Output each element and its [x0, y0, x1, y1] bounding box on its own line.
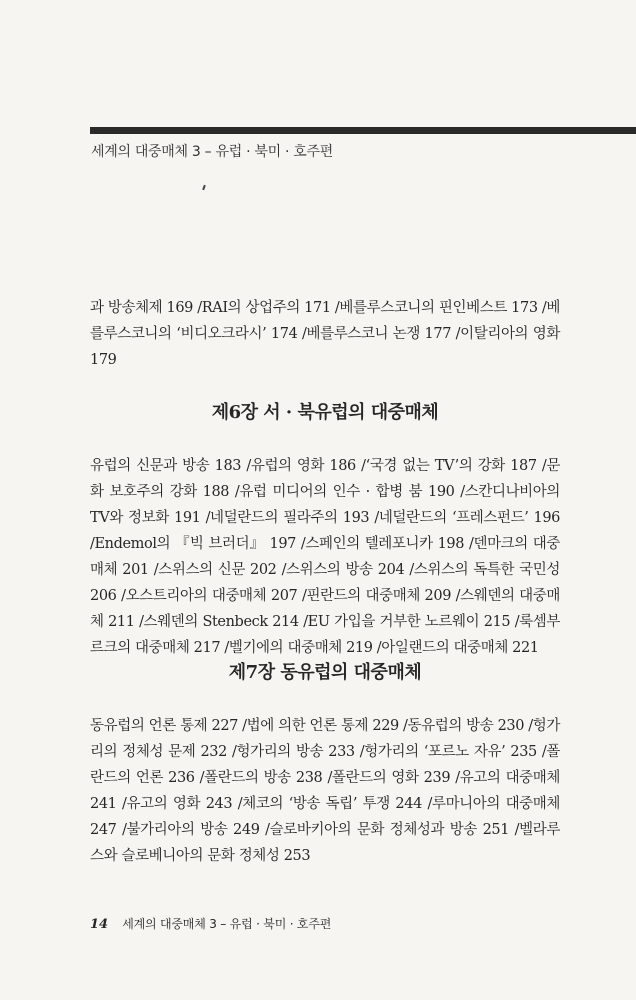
ink-speck [202, 185, 206, 190]
page-number: 14 [90, 917, 109, 932]
toc-intro-paragraph: 과 방송체제 169 /RAI의 상업주의 171 /베를루스코니의 핀인베스트 173 /베를루스코니의 ‘비디오크라시’ 174 /베를루스코니 논쟁 177 /이탈리아의 영화 179 [90, 300, 560, 368]
chapter7-title: 제7장 동유럽의 대중매체 [228, 662, 422, 683]
chapter6-body: 유럽의 신문과 방송 183 /유럽의 영화 186 /‘국경 없는 TV’의 강화 187 /문화 보호주의 강화 188 /유럽 미디어의 인수 · 합병 붐 190 /스칸디나비아의 TV와 정보화 191 /네덜란드의 필라주의 193 /네덜란드의 ‘프레스펀드’ 196 /Endemol의 『빅 브러더』 197 /스페인의 텔레포니카 198 /덴마크의 대중매체 201 /스위스의 신문 202 /스위스의 방송 204 /스위스의 독특한 국민성 206 /오스트리아의 대중매체 207 /핀란드의 대중매체 209 /스웨덴의 대중매체 211 /스웨덴의 Stenbeck 214 /EU 가입을 거부한 노르웨이 215 /룩셈부르크의 대중매체 217 /벨기에의 대중매체 219 /아일랜드의 대중매체 221 [90, 458, 560, 656]
running-head: 세계의 대중매체 3 – 유럽 · 북미 · 호주편 [91, 144, 333, 160]
footer-book-title: 세계의 대중매체 3 – 유럽 · 북미 · 호주편 [122, 917, 332, 931]
chapter7-body: 동유럽의 언론 통제 227 /법에 의한 언론 통제 229 /동유럽의 방송 230 /헝가리의 정체성 문제 232 /헝가리의 방송 233 /헝가리의 ‘포르노 자유’ 235 /폴란드의 언론 236 /폴란드의 방송 238 /폴란드의 영화 239 /유고의 대중매체 241 /유고의 영화 243 /체코의 ‘방송 독립’ 투쟁 244 /루마니아의 대중매체 247 /불가리아의 방송 249 /슬로바키아의 문화 정체성과 방송 251 /벨라루스와 슬로베니아의 문화 정체성 253 [90, 718, 560, 864]
page-footer [90, 915, 331, 932]
top-rule [90, 127, 636, 134]
chapter6-title: 제6장 서 · 북유럽의 대중매체 [211, 402, 439, 423]
